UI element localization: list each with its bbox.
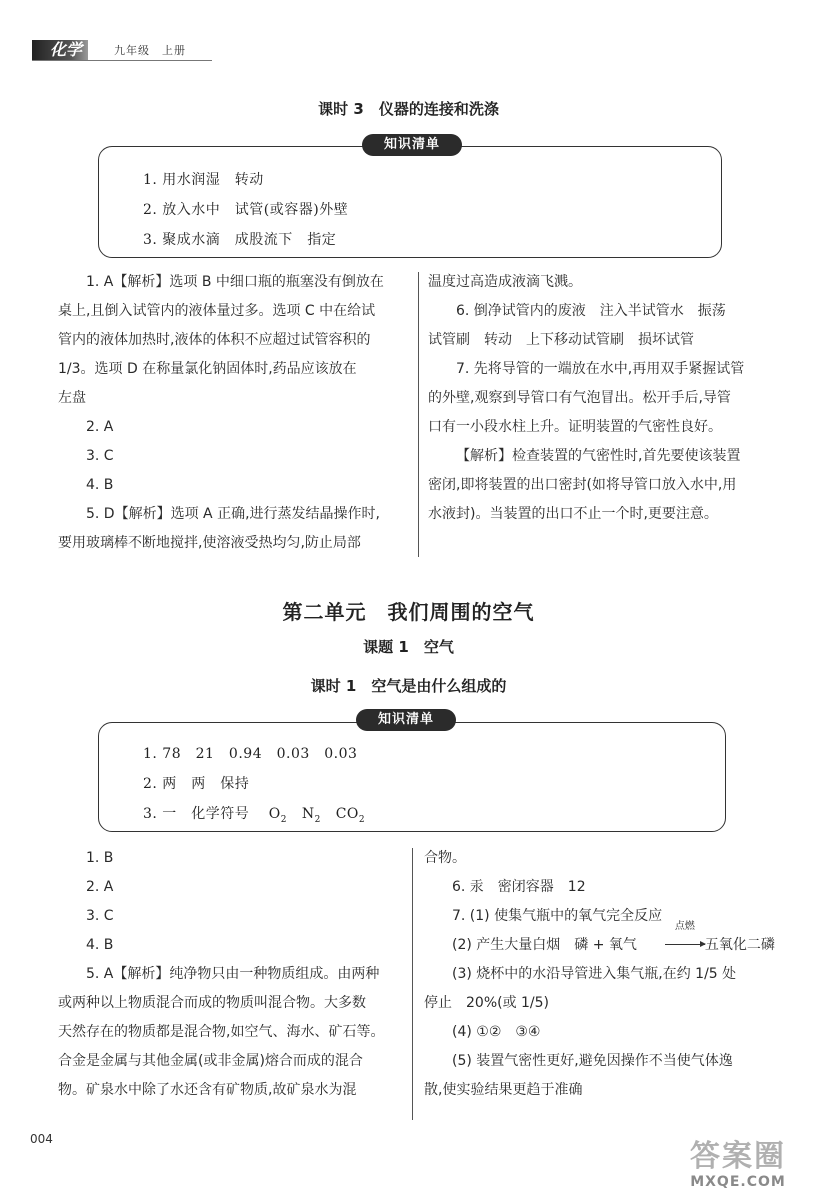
lesson-title: 课时 3 仪器的连接和洗涤 xyxy=(318,100,499,118)
header-rule xyxy=(32,60,212,61)
answer-line: 2. A xyxy=(86,419,114,435)
answer-line: 1/3。选项 D 在称量氯化钠固体时,药品应该放在 xyxy=(58,361,357,377)
knowledge-item: 2. 两 两 保持 xyxy=(143,776,250,792)
answer-line: 水液封)。当装置的出口不止一个时,更要注意。 xyxy=(428,506,718,522)
site-watermark xyxy=(673,1140,803,1190)
reaction-product: 五氧化二磷 xyxy=(704,937,775,953)
answer-line: 7. 先将导管的一端放在水中,再用双手紧握试管 xyxy=(456,361,745,377)
formula-carbon-dioxide: $CO_2$ xyxy=(335,806,366,825)
knowledge-badge: 知识清单 xyxy=(356,709,456,731)
answer-line: 的外壁,观察到导管口有气泡冒出。松开手后,导管 xyxy=(428,390,731,406)
answer-line: 3. C xyxy=(86,448,114,464)
running-header xyxy=(32,40,212,62)
answer-line: (5) 装置气密性更好,避免因操作不当使气体逸 xyxy=(452,1053,733,1069)
reaction-arrow xyxy=(637,921,705,960)
answer-line: 7. (1) 使集气瓶中的氧气完全反应 xyxy=(452,908,663,924)
answer-line: 物。矿泉水中除了水还含有矿物质,故矿泉水为混 xyxy=(58,1082,357,1098)
watermark-domain: MXQE.COM xyxy=(690,1174,786,1190)
knowledge-item: 1. 用水润湿 转动 xyxy=(143,172,264,188)
answer-line: 6. 汞 密闭容器 12 xyxy=(452,879,586,895)
right-column-answers xyxy=(428,268,778,529)
answer-line: 密闭,即将装置的出口密封(如将导管口放入水中,用 xyxy=(428,477,737,493)
knowledge-box xyxy=(98,722,726,832)
reaction-line xyxy=(424,921,784,960)
answer-line: 5. D【解析】选项 A 正确,进行蒸发结晶操作时, xyxy=(86,506,380,522)
answer-line: 4. B xyxy=(86,937,114,953)
subject-label: 化学 xyxy=(32,40,88,60)
answer-line: 2. A xyxy=(86,879,114,895)
answer-line: 要用玻璃棒不断地搅拌,使溶液受热均匀,防止局部 xyxy=(58,535,361,551)
answer-line: 6. 倒净试管内的废液 注入半试管水 振荡 xyxy=(456,303,726,319)
formula-prefix: 3. 一 化学符号 xyxy=(143,806,264,822)
answer-line: 温度过高造成液滴飞溅。 xyxy=(428,274,582,290)
knowledge-item xyxy=(143,803,365,825)
answer-line: 4. B xyxy=(86,477,114,493)
reaction-prefix: (2) 产生大量白烟 磷 + 氧气 xyxy=(452,937,637,953)
answer-line: 合物。 xyxy=(424,850,466,866)
column-divider xyxy=(418,272,419,557)
answer-line: 合金是金属与其他金属(或非金属)熔合而成的混合 xyxy=(58,1053,363,1069)
answer-line: 【解析】检查装置的气密性时,首先要使该装置 xyxy=(456,448,741,464)
answer-line: 试管刷 转动 上下移动试管刷 损坏试管 xyxy=(428,332,694,348)
knowledge-box xyxy=(98,146,722,258)
left-column-answers xyxy=(58,844,403,1105)
formula-oxygen: $O_2$ xyxy=(268,806,287,825)
unit-title: 第二单元 我们周围的空气 xyxy=(282,600,535,624)
answer-line: 散,使实验结果更趋于准确 xyxy=(424,1082,583,1098)
right-column-answers xyxy=(424,844,784,1105)
answer-line: 口有一小段水柱上升。证明装置的气密性良好。 xyxy=(428,419,722,435)
knowledge-item: 1. 78 21 0.94 0.03 0.03 xyxy=(143,746,358,762)
page-number: 004 xyxy=(30,1132,53,1146)
knowledge-item: 2. 放入水中 试管(或容器)外壁 xyxy=(143,202,349,218)
answer-line: 1. A【解析】选项 B 中细口瓶的瓶塞没有倒放在 xyxy=(86,274,384,290)
answer-line: 5. A【解析】纯净物只由一种物质组成。由两种 xyxy=(86,966,380,982)
knowledge-badge: 知识清单 xyxy=(362,134,462,156)
formula-nitrogen: $N_2$ xyxy=(301,806,321,825)
column-divider xyxy=(412,848,413,1120)
answer-line: 管内的液体加热时,液体的体积不应超过试管容积的 xyxy=(58,332,371,348)
answer-line: 左盘 xyxy=(58,390,86,406)
topic-title: 课题 1 空气 xyxy=(363,638,454,656)
left-column-answers xyxy=(58,268,408,558)
answer-line: 或两种以上物质混合而成的物质叫混合物。大多数 xyxy=(58,995,366,1011)
answer-line: 天然存在的物质都是混合物,如空气、海水、矿石等。 xyxy=(58,1024,385,1040)
answer-line: 停止 20%(或 1/5) xyxy=(424,995,550,1011)
answer-line: 1. B xyxy=(86,850,114,866)
answer-line: (4) ①② ③④ xyxy=(452,1024,541,1040)
answer-line: 3. C xyxy=(86,908,114,924)
reaction-condition: 点燃 xyxy=(674,921,695,932)
lesson-title: 课时 1 空气是由什么组成的 xyxy=(310,677,507,695)
knowledge-item: 3. 聚成水滴 成股流下 指定 xyxy=(143,232,337,248)
grade-label: 九年级 上册 xyxy=(114,44,186,57)
answer-line: 桌上,且倒入试管内的液体量过多。选项 C 中在给试 xyxy=(58,303,376,319)
watermark-logo-text: 答案圈 xyxy=(690,1139,786,1174)
answer-line: (3) 烧杯中的水沿导管进入集气瓶,在约 1/5 处 xyxy=(452,966,737,982)
